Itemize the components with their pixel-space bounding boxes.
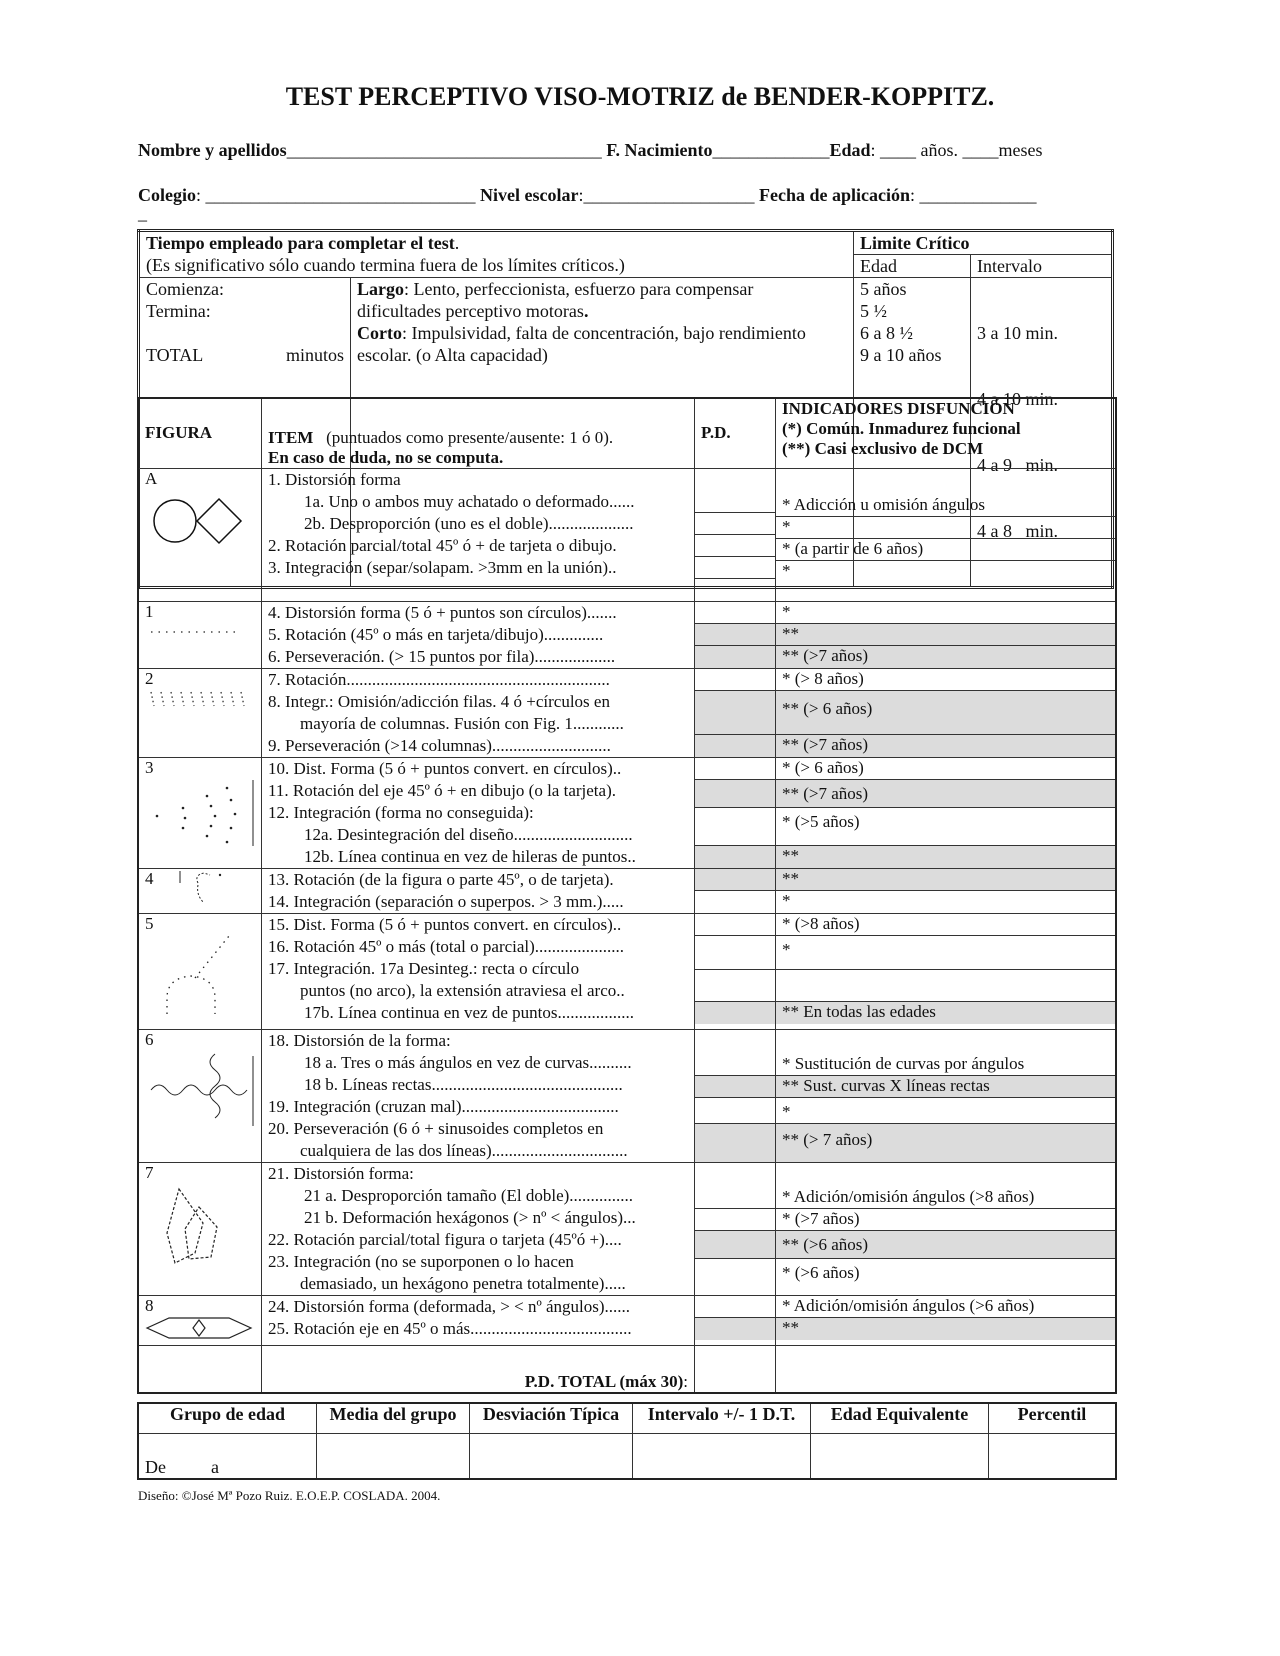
col-item-line2: En caso de duda, no se computa. <box>268 447 504 467</box>
pd-input[interactable] <box>695 735 775 757</box>
intervalo-col-label: Intervalo <box>977 256 1042 276</box>
indicator-text: ** (> 6 años) <box>776 691 1115 735</box>
figure-cell <box>138 468 262 601</box>
figure-5-drawing <box>145 934 245 1024</box>
limite-label: Limite Crítico <box>854 232 1111 255</box>
pd-total-label <box>262 1345 695 1393</box>
pd-input[interactable] <box>695 1076 775 1098</box>
pd-cell <box>695 757 776 868</box>
item-text: 25. Rotación eje en 45º o más...................................... <box>268 1318 632 1338</box>
item-text: 24. Distorsión forma (deformada, > < nº ángulos)...... <box>268 1296 631 1316</box>
pd-cell <box>695 1162 776 1295</box>
grupo-edad-cell[interactable] <box>138 1433 317 1479</box>
indicator-text: * Sustitución de curvas por ángulos <box>776 1052 1115 1076</box>
figure-8-drawing <box>145 1316 255 1340</box>
item-text: 3. Integración (separ/solapam. >3mm en la unión).. <box>268 557 617 577</box>
col-pd-header: P.D. <box>695 398 776 468</box>
largo-text: : Lento, perfeccionista, esfuerzo para compensar <box>404 279 754 299</box>
item-text: 18. Distorsión de la forma: <box>268 1030 451 1050</box>
items-cell <box>262 1162 695 1295</box>
indicator-text: ** (>6 años) <box>776 1231 1115 1259</box>
fecha-label: Fecha de aplicación <box>759 185 910 205</box>
largo-text-2: dificultades perceptivo motoras <box>357 301 584 321</box>
figure-4-drawing <box>158 869 228 905</box>
limit-intervalo: 4 a 9 min. <box>977 455 1058 475</box>
time-heading: Tiempo empleado para completar el test <box>146 233 455 253</box>
indicator-cell <box>776 1295 1117 1345</box>
indicator-text: * (> 6 años) <box>776 758 1115 780</box>
figure-cell <box>138 601 262 668</box>
indicator-text: ** <box>776 1318 1115 1340</box>
indicator-text: * (> 8 años) <box>776 669 1115 691</box>
pd-input[interactable] <box>695 513 775 535</box>
corto-text: : Impulsividad, falta de concentración, bajo rendimiento <box>401 323 806 343</box>
indicator-text: ** <box>776 624 1115 646</box>
item-text: 17b. Línea continua en vez de puntos.................. <box>304 1002 635 1022</box>
pd-cell <box>695 1029 776 1162</box>
pd-input[interactable] <box>695 1318 775 1340</box>
pd-input[interactable] <box>695 1296 775 1318</box>
pd-total-input[interactable] <box>695 1345 776 1393</box>
figure-cell <box>138 757 262 868</box>
items-cell <box>262 601 695 668</box>
indicator-text <box>776 970 1115 1002</box>
item-text: 1a. Uno o ambos muy achatado o deformado...... <box>304 491 635 511</box>
pd-input[interactable] <box>695 602 775 624</box>
item-text: 23. Integración (no se suporponen o lo hacen <box>268 1251 574 1271</box>
indicator-text: ** Sust. curvas X líneas rectas <box>776 1076 1115 1098</box>
pd-cell <box>695 913 776 1029</box>
indicator-text: * <box>776 517 1115 539</box>
limit-intervalo: 3 a 10 min. <box>977 323 1058 343</box>
heading-dot: . <box>454 233 460 253</box>
indicator-text: ** (> 7 años) <box>776 1124 1115 1162</box>
largo-dot: . <box>583 301 589 321</box>
time-heading-cell <box>139 231 854 278</box>
figure-cell <box>138 913 262 1029</box>
pd-cell <box>695 468 776 601</box>
edad-label: Edad <box>829 140 871 160</box>
total-row <box>138 1345 1116 1393</box>
largo-label: Largo <box>357 279 404 299</box>
pd-input[interactable] <box>695 869 775 891</box>
pd-input[interactable] <box>695 891 775 913</box>
item-text: 5. Rotación (45º o más en tarjeta/dibujo).............. <box>268 624 604 644</box>
pd-input[interactable] <box>695 758 775 780</box>
item-text: 12. Integración (forma no conseguida): <box>268 802 534 822</box>
indicator-cell <box>776 668 1117 757</box>
figure-row-4 <box>138 868 1116 913</box>
a-label: a <box>211 1457 219 1477</box>
items-cell <box>262 1295 695 1345</box>
ind-header-1: INDICADORES DISFUNCIÓN <box>782 399 1015 418</box>
item-text: 6. Perseveración. (> 15 puntos por fila)................... <box>268 646 616 666</box>
figure-cell <box>138 668 262 757</box>
indicator-text: * Adicción u omisión ángulos <box>776 491 1115 517</box>
figure-label: 3 <box>145 757 154 777</box>
item-text: puntos (no arco), la extensión atraviesa el arco.. <box>300 980 625 1000</box>
item-text: 11. Rotación del eje 45º ó + en dibujo (o la tarjeta). <box>268 780 616 800</box>
item-text: 18 b. Líneas rectas............................................. <box>304 1074 623 1094</box>
col-media: Media del grupo <box>317 1403 470 1433</box>
pd-input[interactable] <box>695 624 775 646</box>
figure-label: 8 <box>145 1295 154 1315</box>
corto-label: Corto <box>357 323 402 343</box>
col-intervalo: Intervalo +/- 1 D.T. <box>633 1403 811 1433</box>
indicator-text: * (>8 años) <box>776 914 1115 936</box>
indicator-cell <box>776 1162 1117 1295</box>
nivel-label: Nivel escolar <box>480 185 579 205</box>
item-text: 1. Distorsión forma <box>268 469 401 489</box>
pd-input[interactable] <box>695 936 775 970</box>
figure-6-drawing <box>145 1050 255 1130</box>
figure-label: A <box>145 468 157 488</box>
items-cell <box>262 868 695 913</box>
figure-label: 4 <box>145 868 154 888</box>
percentil-input[interactable] <box>989 1433 1117 1479</box>
item-text: 14. Integración (separación o superpos. > 3 mm.)..... <box>268 891 624 911</box>
desviacion-input[interactable] <box>470 1433 633 1479</box>
indicator-text: * <box>782 560 791 580</box>
items-table <box>137 397 1117 1394</box>
indicator-text: ** (>7 años) <box>776 735 1115 757</box>
nacimiento-label: F. Nacimiento <box>606 140 713 160</box>
pd-input[interactable] <box>695 846 775 868</box>
indicator-text: * (>5 años) <box>776 808 1115 846</box>
indicator-cell <box>776 468 1117 601</box>
pd-input[interactable] <box>695 1259 775 1295</box>
pd-total-colon: : <box>683 1372 688 1391</box>
edad-field[interactable]: : ____ años. ____meses <box>870 140 1043 160</box>
pd-input[interactable] <box>695 469 775 513</box>
total-ind-empty <box>776 1345 1117 1393</box>
indicator-text: ** (>7 años) <box>776 780 1115 808</box>
item-text: 8. Integr.: Omisión/adicción filas. 4 ó +círculos en <box>268 691 610 711</box>
indicator-text: * (>6 años) <box>782 1262 860 1282</box>
items-cell <box>262 468 695 601</box>
figure-row-5 <box>138 913 1116 1029</box>
nivel-field[interactable]: :___________________ <box>578 185 755 205</box>
nombre-label: Nombre y apellidos <box>138 140 287 160</box>
figure-label: 7 <box>145 1162 154 1182</box>
item-text: cualquiera de las dos líneas)................................ <box>300 1140 628 1160</box>
col-percentil: Percentil <box>989 1403 1117 1433</box>
pd-input[interactable] <box>695 780 775 808</box>
media-input[interactable] <box>317 1433 470 1479</box>
limit-edad: 9 a 10 años <box>860 345 942 365</box>
item-text: 10. Dist. Forma (5 ó + puntos convert. en círculos).. <box>268 758 622 778</box>
pd-input[interactable] <box>695 808 775 846</box>
ind-header-3: (**) Casi exclusivo de DCM <box>782 439 984 458</box>
figure-cell <box>138 1295 262 1345</box>
indicator-cell <box>776 868 1117 913</box>
pd-cell <box>695 868 776 913</box>
item-text: 22. Rotación parcial/total figura o tarjeta (45ºó +).... <box>268 1229 622 1249</box>
figure-2-drawing <box>145 689 249 709</box>
indicator-text: * <box>776 1098 1115 1124</box>
indicator-text: * Adición/omisión ángulos (>6 años) <box>776 1296 1115 1318</box>
indicator-cell <box>776 1029 1117 1162</box>
name-line <box>138 140 1138 161</box>
figure-row-a <box>138 468 1116 601</box>
figure-a-drawing <box>145 489 245 549</box>
indicator-text: ** <box>776 846 1115 868</box>
pd-cell <box>695 668 776 757</box>
figure-row-1 <box>138 601 1116 668</box>
item-text: 2. Rotación parcial/total 45º ó + de tarjeta o dibujo. <box>268 535 617 555</box>
pd-cell <box>695 1295 776 1345</box>
pd-input[interactable] <box>695 1098 775 1124</box>
item-text: 12b. Línea continua en vez de hileras de puntos.. <box>304 846 636 866</box>
limit-intervalo: 4 a 10 min. <box>977 389 1058 409</box>
pd-input[interactable] <box>695 535 775 557</box>
item-text: mayoría de columnas. Fusión con Fig. 1............ <box>300 713 624 733</box>
item-text: 7. Rotación.............................................................. <box>268 669 610 689</box>
indicator-text: ** En todas las edades <box>776 1002 1115 1024</box>
indicator-text <box>776 1163 1115 1185</box>
item-text: 9. Perseveración (>14 columnas)............................ <box>268 735 611 755</box>
time-note: (Es significativo sólo cuando termina fuera de los límites críticos.) <box>146 255 625 275</box>
pd-cell <box>695 601 776 668</box>
item-text: demasiado, un hexágono penetra totalmente)..... <box>300 1273 626 1293</box>
pd-input[interactable] <box>695 1030 775 1076</box>
minutos-label: minutos <box>285 345 344 365</box>
fecha-field[interactable]: : _____________ <box>910 185 1037 205</box>
figure-label: 2 <box>145 668 154 688</box>
figure-row-8 <box>138 1295 1116 1345</box>
indicator-text: * <box>776 936 1115 970</box>
nacimiento-field[interactable]: _____________ <box>712 140 830 160</box>
item-text: 19. Integración (cruzan mal)..................................... <box>268 1096 619 1116</box>
indicator-text <box>776 469 1115 491</box>
item-text: 21. Distorsión forma: <box>268 1163 414 1183</box>
col-grupo-edad: Grupo de edad <box>138 1403 317 1433</box>
pd-input[interactable] <box>695 1231 775 1259</box>
item-text: 21 a. Desproporción tamaño (El doble)............... <box>304 1185 634 1205</box>
figure-label: 6 <box>145 1029 154 1049</box>
figure-7-drawing <box>145 1183 245 1279</box>
edad-col-label: Edad <box>854 255 971 277</box>
col-item-header <box>262 398 695 468</box>
pd-input[interactable] <box>695 646 775 668</box>
pd-input[interactable] <box>695 1124 775 1162</box>
indicator-text: * Adición/omisión ángulos (>8 años) <box>776 1185 1115 1209</box>
limit-edad: 5 años <box>860 279 907 299</box>
col-indicators-header <box>776 398 1117 468</box>
pd-input[interactable] <box>695 557 775 579</box>
edad-equivalente-input[interactable] <box>811 1433 989 1479</box>
item-text: 16. Rotación 45º o más (total o parcial)..................... <box>268 936 625 956</box>
item-text: 13. Rotación (de la figura o parte 45º, o de tarjeta). <box>268 869 614 889</box>
item-text: 17. Integración. 17a Desinteg.: recta o círculo <box>268 958 580 978</box>
figure-row-2 <box>138 668 1116 757</box>
limite-header-cell <box>854 231 1113 278</box>
figure-cell <box>138 868 262 913</box>
ind-header-2: (*) Común. Inmadurez funcional <box>782 419 1021 438</box>
figure-row-6 <box>138 1029 1116 1162</box>
figure-row-3 <box>138 757 1116 868</box>
pd-input[interactable] <box>695 914 775 936</box>
figure-row-7 <box>138 1162 1116 1295</box>
figure-cell <box>138 1029 262 1162</box>
indicator-cell <box>776 601 1117 668</box>
col-desviacion: Desviación Típica <box>470 1403 633 1433</box>
comienza-label: Comienza: <box>146 279 224 299</box>
group-table <box>137 1402 1117 1480</box>
pd-input[interactable] <box>695 579 775 601</box>
pd-total-text: P.D. TOTAL (máx 30) <box>524 1372 684 1391</box>
pd-input[interactable] <box>695 1163 775 1209</box>
limit-edad: 5 ½ <box>860 301 887 321</box>
indicator-text: * <box>782 890 791 910</box>
item-text: 18 a. Tres o más ángulos en vez de curvas.......... <box>304 1052 632 1072</box>
items-cell <box>262 1029 695 1162</box>
item-text: 21 b. Deformación hexágonos (> nº < ángulos)... <box>304 1207 636 1227</box>
termina-label: Termina: <box>146 301 211 321</box>
pd-input[interactable] <box>695 1209 775 1231</box>
items-cell <box>262 757 695 868</box>
corto-text-2: escolar. (o Alta capacidad) <box>357 345 548 365</box>
de-label: De <box>145 1457 166 1477</box>
indicator-text: * <box>776 602 1115 624</box>
limit-intervalo: 4 a 8 min. <box>977 521 1058 541</box>
figure-1-drawing <box>145 622 245 642</box>
footer-credit: Diseño: ©José Mª Pozo Ruiz. E.O.E.P. COSLADA. 2004. <box>138 1488 441 1503</box>
indicator-cell <box>776 757 1117 868</box>
page-title: TEST PERCEPTIVO VISO-MOTRIZ de BENDER-KOPPITZ. <box>285 82 995 111</box>
colegio-label: Colegio <box>138 185 196 205</box>
stray-underscore: _ <box>138 203 147 223</box>
colegio-field[interactable]: : ______________________________ <box>196 185 476 205</box>
item-text: 2b. Desproporción (uno es el doble).................... <box>304 513 634 533</box>
figure-label: 5 <box>145 913 154 933</box>
pd-input[interactable] <box>695 691 775 735</box>
total-label: TOTAL <box>146 345 204 365</box>
pd-input[interactable] <box>695 970 775 1002</box>
item-text: 15. Dist. Forma (5 ó + puntos convert. en círculos).. <box>268 914 622 934</box>
col-item-label: ITEM <box>268 427 314 447</box>
items-cell <box>262 913 695 1029</box>
col-edad-equivalente: Edad Equivalente <box>811 1403 989 1433</box>
indicator-text: ** <box>776 869 1115 891</box>
indicator-text: * (>7 años) <box>776 1209 1115 1231</box>
col-item-note: (puntuados como presente/ausente: 1 ó 0). <box>326 427 614 447</box>
figure-label: 1 <box>145 601 154 621</box>
pd-input[interactable] <box>695 1002 775 1024</box>
nombre-field[interactable]: ___________________________________ <box>286 140 602 160</box>
figure-3-drawing <box>145 778 255 848</box>
limit-edad: 6 a 8 ½ <box>860 323 913 343</box>
item-text: 12a. Desintegración del diseño............................ <box>304 824 633 844</box>
item-text: 20. Perseveración (6 ó + sinusoides completos en <box>268 1118 604 1138</box>
figure-cell <box>138 1162 262 1295</box>
col-figura-header: FIGURA <box>138 398 262 468</box>
total-empty-cell <box>138 1345 262 1393</box>
indicator-text: ** (>7 años) <box>776 646 1115 668</box>
items-cell <box>262 668 695 757</box>
item-text: 4. Distorsión forma (5 ó + puntos son círculos)....... <box>268 602 617 622</box>
indicator-text: * (a partir de 6 años) <box>776 539 1115 561</box>
intervalo-input[interactable] <box>633 1433 811 1479</box>
indicator-cell <box>776 913 1117 1029</box>
pd-input[interactable] <box>695 669 775 691</box>
indicator-text <box>776 1030 1115 1052</box>
